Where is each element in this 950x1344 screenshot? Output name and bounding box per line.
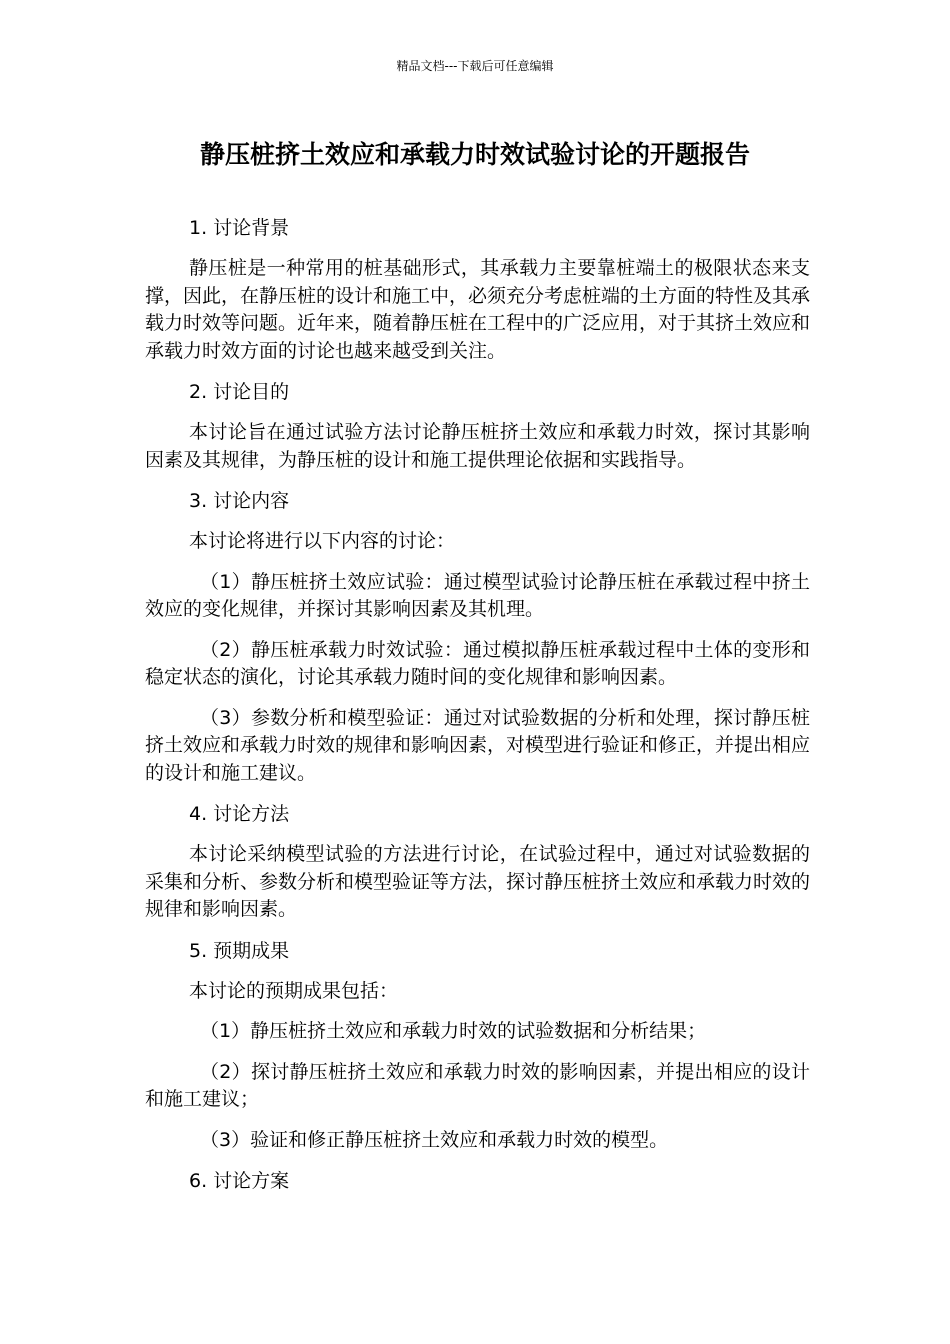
content-item-1: （1）静压桩挤土效应试验：通过模型试验讨论静压桩在承载过程中挤土效应的变化规律，并探讨其影响因素及其机理。 bbox=[145, 570, 810, 620]
content-item-3: （3）参数分析和模型验证：通过对试验数据的分析和处理，探讨静压桩挤土效应和承载力时效的规律和影响因素，对模型进行验证和修正，并提出相应的设计和施工建议。 bbox=[145, 706, 811, 784]
background-paragraph: 静压桩是一种常用的桩基础形式，其承载力主要靠桩端土的极限状态来支撑，因此，在静压桩的设计和施工中，必须充分考虑桩端的土方面的特性及其承载力时效等问题。近年来，随着静压桩在工程中的广泛应用，对于其挤土效应和承载力时效方面的讨论也越来越受到关注。 bbox=[145, 257, 811, 362]
header-note: 精品文档---下载后可任意编辑 bbox=[396, 59, 554, 73]
section-heading-content: 3. 讨论内容 bbox=[189, 490, 290, 512]
purpose-paragraph: 本讨论旨在通过试验方法讨论静压桩挤土效应和承载力时效，探讨其影响因素及其规律，为静压桩的设计和施工提供理论依据和实践指导。 bbox=[145, 421, 810, 471]
section-heading-method: 4. 讨论方法 bbox=[189, 803, 290, 825]
document-title: 静压桩挤土效应和承载力时效试验讨论的开题报告 bbox=[199, 140, 750, 169]
section-heading-plan: 6. 讨论方案 bbox=[189, 1170, 290, 1192]
expected-result-item-3: （3）验证和修正静压桩挤土效应和承载力时效的模型。 bbox=[200, 1128, 669, 1151]
method-paragraph: 本讨论采纳模型试验的方法进行讨论，在试验过程中，通过对试验数据的采集和分析、参数分析和模型验证等方法，探讨静压桩挤土效应和承载力时效的规律和影响因素。 bbox=[145, 843, 811, 920]
expected-result-item-2: （2）探讨静压桩挤土效应和承载力时效的影响因素，并提出相应的设计和施工建议； bbox=[145, 1060, 810, 1110]
document-body bbox=[145, 214, 810, 1208]
expected-result-item-1: （1）静压桩挤土效应和承载力时效的试验数据和分析结果； bbox=[200, 1020, 707, 1042]
section-heading-purpose: 2. 讨论目的 bbox=[189, 381, 290, 403]
section-heading-expected-results: 5. 预期成果 bbox=[189, 939, 290, 962]
expected-results-intro: 本讨论的预期成果包括： bbox=[189, 979, 399, 1002]
content-item-2: （2）静压桩承载力时效试验：通过模拟静压桩承载过程中土体的变形和稳定状态的演化，讨论其承载力随时间的变化规律和影响因素。 bbox=[145, 638, 810, 688]
content-intro: 本讨论将进行以下内容的讨论： bbox=[189, 530, 456, 552]
section-heading-background: 1. 讨论背景 bbox=[189, 217, 290, 239]
